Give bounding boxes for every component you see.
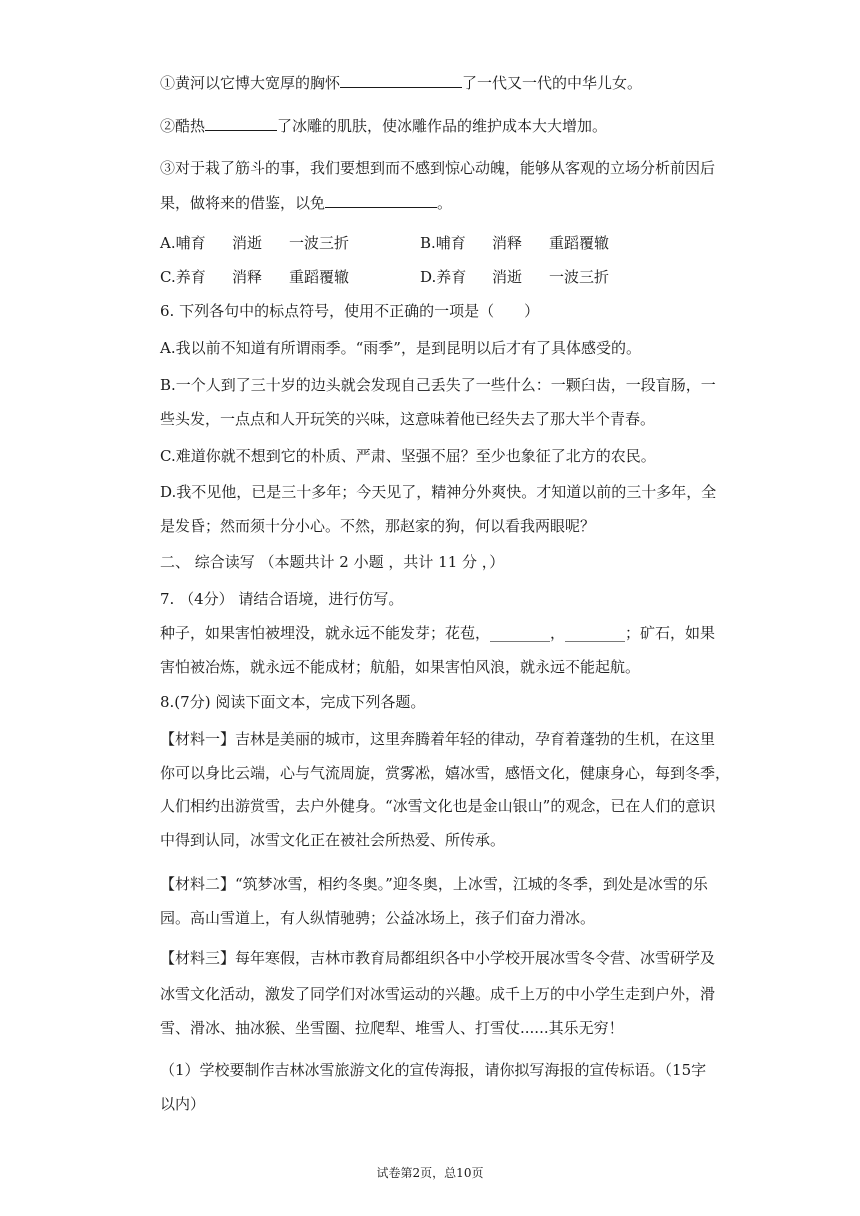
material-3-line: 冰雪文化活动，激发了同学们对冰雪运动的兴趣。成千上万的中小学生走到户外，滑 [160,985,716,1003]
option-label: B.哺育 [420,234,466,252]
q5-s3-pre: 果，做将来的借鉴，以免 [160,194,326,212]
option-word-2: 重蹈覆辙 [289,268,350,286]
q5-option-c[interactable] [160,267,349,287]
material-2-line: 园。高山雪道上，有人纵情驰骋；公益冰场上，孩子们奋力滑冰。 [160,909,596,927]
option-word-1: 消逝 [232,234,263,252]
q5-option-d[interactable] [420,267,609,287]
q5-s1-pre: ①黄河以它博大宽厚的胸怀 [160,74,341,92]
q5-s1-post: 了一代又一代的中华儿女。 [462,74,643,92]
q5-sentence-3-line1: ③对于栽了筋斗的事，我们要想到而不感到惊心动魄，能够从客观的立场分析前因后 [160,159,716,177]
q5-option-a[interactable] [160,233,349,253]
q6-stem: 6. 下列各句中的标点符号，使用不正确的一项是（ ） [160,302,540,320]
page-footer: 试卷第2页，总10页 [376,1166,484,1180]
option-word-1: 消释 [232,268,263,286]
q8-sub1-line2: 以内） [160,1095,206,1113]
q8-stem: 8.(7分) 阅读下面文本，完成下列各题。 [160,693,426,711]
option-label: A.哺育 [160,234,206,252]
q5-sentence-2 [160,115,607,136]
material-1-line: 【材料一】吉林是美丽的城市，这里奔腾着年轻的律动，孕育着蓬勃的生机，在这里 [160,730,716,748]
q5-s2-pre: ②酷热 [160,117,206,135]
material-2-line: 【材料二】“筑梦冰雪，相约冬奥。”迎冬奥，上冰雪，江城的冬季，到处是冰雪的乐 [160,875,708,893]
q6-option-a[interactable]: A.我以前不知道有所谓雨季。“雨季”，是到昆明以后才有了具体感受的。 [160,339,641,357]
section-heading: 二、 综合读写 （本题共计 2 小题 ，共计 11 分 ，） [160,553,505,571]
q8-sub1-line1: （1）学校要制作吉林冰雪旅游文化的宣传海报，请你拟写海报的宣传标语。（15字 [160,1061,707,1079]
q7-stem: 7. （4分） 请结合语境，进行仿写。 [160,590,404,608]
q5-sentence-1 [160,72,642,93]
material-3-line: 雪、滑冰、抽冰猴、坐雪圈、拉爬犁、堆雪人、打雪仗......其乐无穷！ [160,1019,624,1037]
q6-option-d-line1[interactable]: D.我不见他，已是三十多年；今天见了，精神分外爽快。才知道以前的三十多年，全 [160,483,717,501]
q5-option-b[interactable] [420,233,609,253]
option-word-1: 消逝 [492,268,523,286]
option-word-1: 消释 [492,234,523,252]
q5-sentence-3-line2 [160,192,452,213]
option-word-2: 重蹈覆辙 [549,234,610,252]
q5-s3-blank[interactable] [325,192,437,208]
q6-option-d-line2: 是发昏；然而须十分小心。不然，那赵家的狗，何以看我两眼呢？ [160,517,596,535]
q5-s2-post: 了冰雕的肌肤，使冰雕作品的维护成本大大增加。 [277,117,608,135]
option-label: D.养育 [420,268,467,286]
q5-s1-blank[interactable] [340,72,462,88]
q5-s3-post: 。 [437,194,453,212]
q6-option-b-line1[interactable]: B.一个人到了三十岁的边头就会发现自己丢失了一些什么：一颗臼齿，一段盲肠，一 [160,376,716,394]
q5-s2-blank[interactable] [205,115,277,131]
material-1-line: 中得到认同，冰雪文化正在被社会所热爱、所传承。 [160,831,506,849]
material-1-line: 你可以身比云端，心与气流周旋，赏雾凇，嬉冰雪，感悟文化，健康身心，每到冬季， [160,764,731,782]
option-word-2: 一波三折 [549,268,610,286]
q6-option-b-line2: 些头发，一点点和人开玩笑的兴味，这意味着他已经失去了那大半个青春。 [160,410,656,428]
q7-line2: 害怕被冶炼，就永远不能成材；航船，如果害怕风浪，就永远不能起航。 [160,658,641,676]
q6-option-c[interactable]: C.难道你就不想到它的朴质、严肃、坚强不屈？至少也象征了北方的农民。 [160,447,656,465]
q7-line1: 种子，如果害怕被埋没，就永远不能发芽；花苞，________，________；矿石，如果 [160,624,716,642]
option-word-2: 一波三折 [289,234,350,252]
material-3-line: 【材料三】每年寒假，吉林市教育局都组织各中小学校开展冰雪冬令营、冰雪研学及 [160,949,716,967]
option-label: C.养育 [160,268,206,286]
material-1-line: 人们相约出游赏雪，去户外健身。“冰雪文化也是金山银山”的观念，已在人们的意识 [160,797,716,815]
